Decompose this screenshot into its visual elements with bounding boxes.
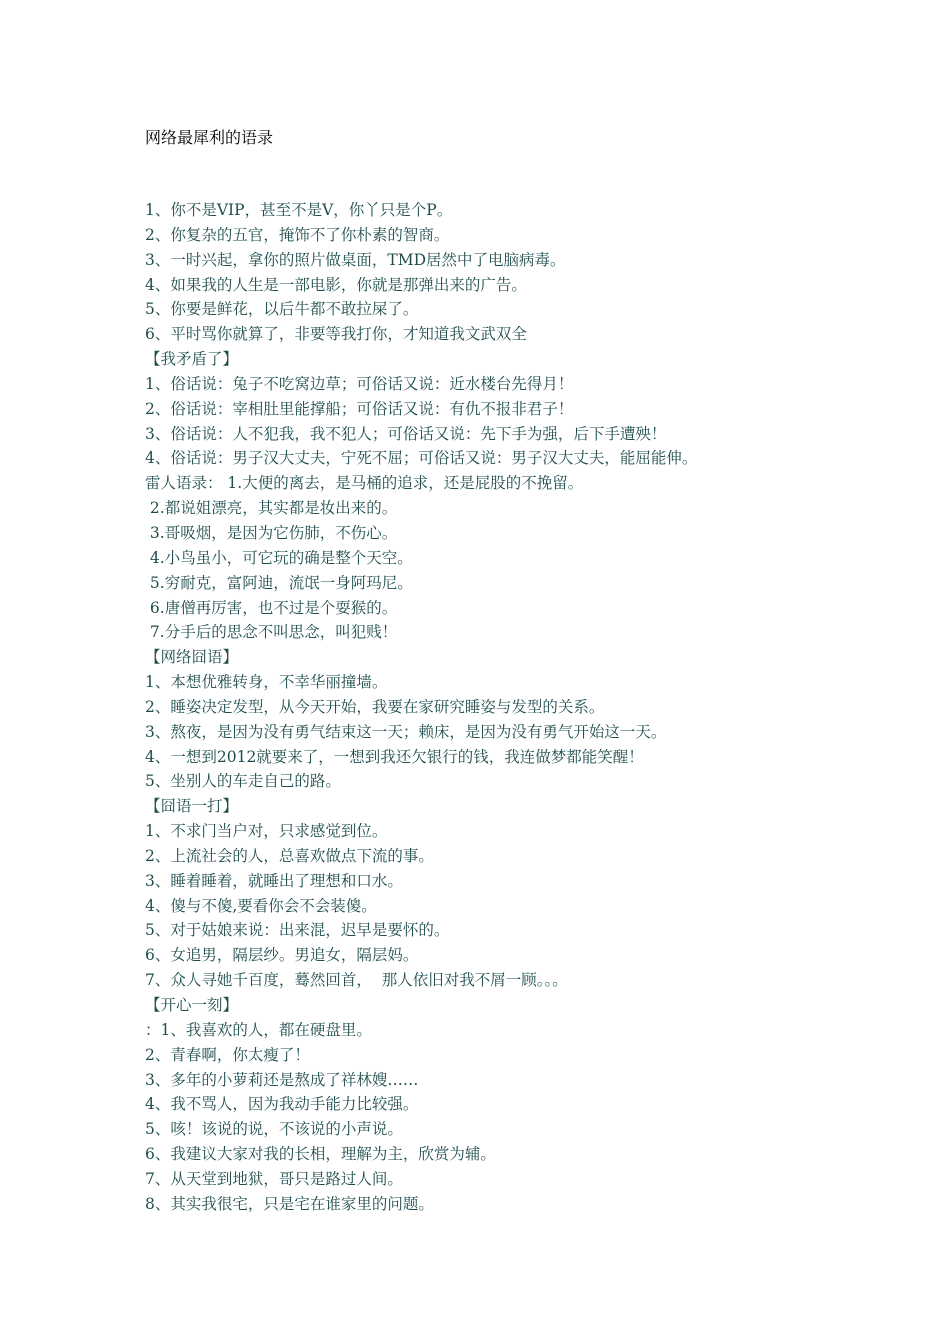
text-line: 2、俗话说：宰相肚里能撑船；可俗话又说：有仇不报非君子！ [145,399,574,418]
text-line: 1、本想优雅转身，不幸华丽撞墙。 [145,673,388,692]
text-line: 3、熬夜，是因为没有勇气结束这一天；赖床，是因为没有勇气开始这一天。 [145,722,667,741]
text-line: 6、女追男，隔层纱。男追女，隔层妈。 [145,946,419,965]
text-line: 2、青春啊，你太瘦了！ [145,1045,310,1064]
text-line: 3、多年的小萝莉还是熬成了祥林嫂…… [145,1070,419,1089]
text-line: 5、对于姑娘来说：出来混，迟早是要怀的。 [145,921,450,940]
text-line: 4、如果我的人生是一部电影，你就是那弹出来的广告。 [145,275,527,294]
text-line: 5、你要是鲜花，以后牛都不敢拉屎了。 [145,300,419,319]
section-heading: 【我矛盾了】 [145,350,239,369]
text-line: 5、坐别人的车走自己的路。 [145,772,341,791]
section-heading: 【网络囧语】 [145,648,239,667]
text-line: 6、平时骂你就算了，非要等我打你，才知道我文武双全 [145,325,527,344]
document-title: 网络最犀利的语录 [145,128,274,147]
text-line: 7、从天堂到地狱，哥只是路过人间。 [145,1169,403,1188]
text-line: 5、咳！该说的说，不该说的小声说。 [145,1120,403,1139]
text-line: 8、其实我很宅，只是宅在谁家里的问题。 [145,1194,434,1213]
text-line: 6、我建议大家对我的长相，理解为主，欣赏为辅。 [145,1145,496,1164]
text-line: 4、俗话说：男子汉大丈夫，宁死不屈；可俗话又说：男子汉大丈夫，能屈能伸。 [145,449,698,468]
section-heading: 【囧语一打】 [145,797,239,816]
text-line: 6.唐僧再厉害，也不过是个耍猴的。 [145,598,398,617]
section-heading: 【开心一刻】 [145,996,239,1014]
text-line: 2、上流社会的人，总喜欢做点下流的事。 [145,846,434,865]
text-line: 2.都说姐漂亮，其实都是妆出来的。 [145,499,398,518]
text-line: 3、俗话说：人不犯我，我不犯人；可俗话又说：先下手为强，后下手遭殃！ [145,424,667,443]
text-line: 3.哥吸烟，是因为它伤肺，不伤心。 [145,523,398,542]
text-line: 5.穷耐克，富阿迪，流氓一身阿玛尼。 [145,573,413,592]
text-line: 1、你不是VIP，甚至不是V，你丫只是个P。 [145,201,453,219]
text-line: 4、一想到2012就要来了，一想到我还欠银行的钱，我连做梦都能笑醒！ [145,747,644,766]
text-line: 2、你复杂的五官，掩饰不了你朴素的智商。 [145,225,450,244]
text-line: 1、不求门当户对，只求感觉到位。 [145,822,388,841]
text-line: 4、傻与不傻,要看你会不会装傻。 [145,896,377,915]
text-line: 3、睡着睡着，就睡出了理想和口水。 [145,871,403,890]
text-line: 4、我不骂人，因为我动手能力比较强。 [145,1095,419,1114]
text-line: 4.小鸟虽小，可它玩的确是整个天空。 [145,548,413,567]
document-body [145,198,865,1217]
text-line: 7、众人寻她千百度，蓦然回首， 那人依旧对我不屑一顾。。。 [145,971,568,990]
text-line: 1、俗话说：兔子不吃窝边草；可俗话又说：近水楼台先得月！ [145,374,574,393]
text-line: ：1、我喜欢的人，都在硬盘里。 [145,1020,372,1039]
text-line: 2、睡姿决定发型，从今天开始，我要在家研究睡姿与发型的关系。 [145,697,605,716]
text-line: 7.分手后的思念不叫思念，叫犯贱！ [145,623,398,642]
section-heading: 雷人语录： 1.大便的离去，是马桶的追求，还是屁股的不挽留。 [145,474,584,493]
text-line: 3、一时兴起，拿你的照片做桌面，TMD居然中了电脑病毒。 [145,250,566,269]
